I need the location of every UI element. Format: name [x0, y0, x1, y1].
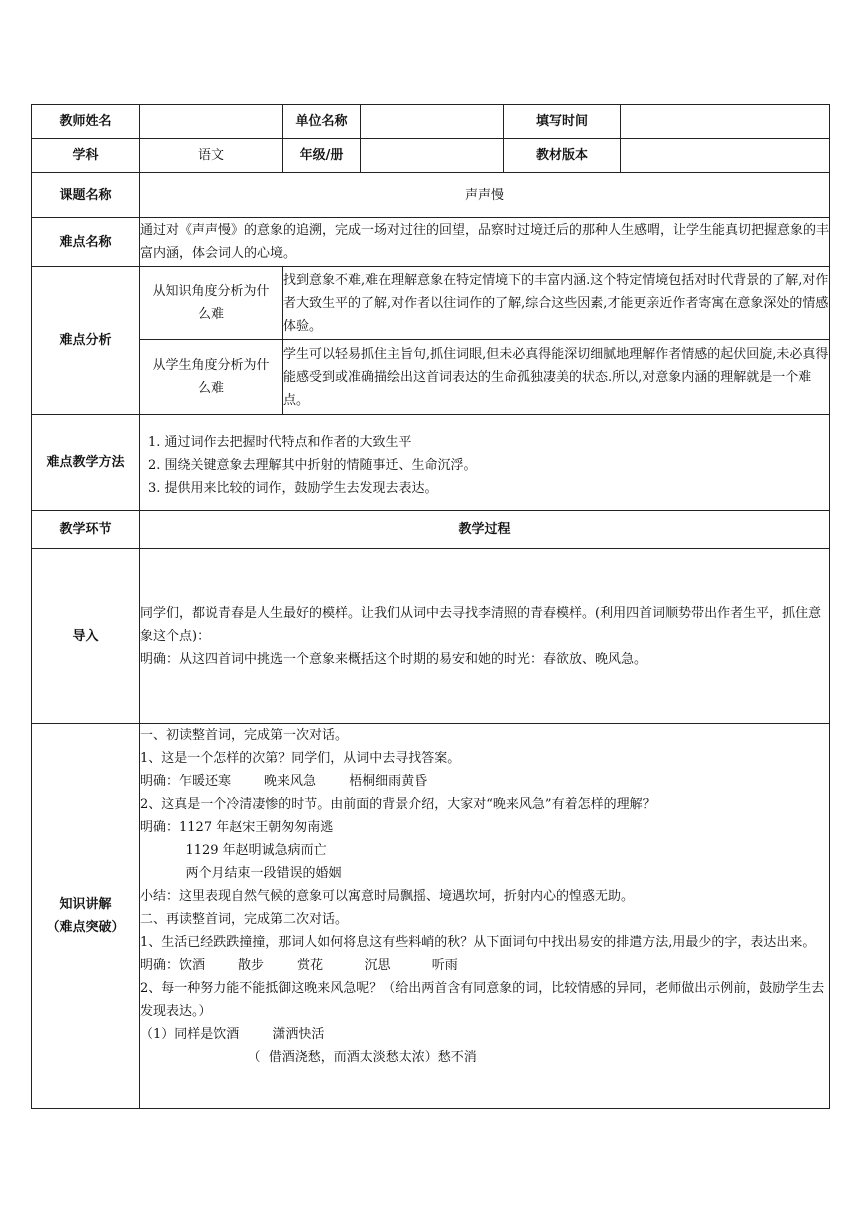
knowledge-content: [140, 724, 830, 1109]
difficulty-name-row: [32, 218, 830, 267]
knowledge-line: 明确：乍暖还寒 晚来风急 梧桐细雨黄昏: [140, 774, 428, 789]
intro-label: 导入: [32, 549, 140, 724]
knowledge-line: 明确：饮酒 散步 赏花 沉思 听雨: [140, 958, 458, 973]
subject-value: 语文: [140, 139, 283, 173]
knowledge-angle-label-text: 从知识角度分析为什么难: [152, 284, 270, 322]
difficulty-name-label: 难点名称: [32, 218, 140, 267]
teacher-name-label: 教师姓名: [32, 105, 140, 139]
method-item: 2. 围绕关键意象去理解其中折射的情随事迁、生命沉浮。: [148, 458, 477, 473]
knowledge-line: 一、初读整首词，完成第一次对话。: [140, 728, 349, 743]
unit-value: [361, 105, 504, 139]
knowledge-line: 1、这是一个怎样的次第？同学们，从词中去寻找答案。: [140, 751, 461, 766]
knowledge-line: 2、每一种努力能不能抵御这晚来风急呢？（给出两首含有同意象的词，比较情感的异同，老师做出示例前，鼓励学生去发现表达。）: [140, 981, 825, 1019]
fill-time-label: 填写时间: [504, 105, 621, 139]
knowledge-section-label: [32, 724, 140, 1109]
methods-list: [140, 415, 830, 511]
intro-answer: 明确：从这四首词中挑选一个意象来概括这个时期的易安和她的时光：春欲放、晚风急。: [140, 651, 648, 667]
lesson-title-label: 课题名称: [32, 173, 140, 218]
intro-text: 同学们，都说青春是人生最好的模样。让我们从词中去寻找李清照的青春模样。(利用四首词顺势带出作者生平，抓住意象这个点)：: [140, 605, 822, 644]
knowledge-line: 1、生活已经跌跌撞撞，那词人如何将息这有些料峭的秋？从下面词句中找出易安的排遣方法,用最少的字，表达出来。: [140, 935, 816, 950]
intro-content: [140, 549, 830, 724]
knowledge-angle-text: 找到意象不难,难在理解意象在特定情境下的丰富内涵.这个特定情境包括对时代背景的了解,对作者大致生平的了解,对作者以往词作的了解,综合这些因素,才能更亲近作者寄寓在意象深处的情感体验。: [283, 267, 830, 340]
teacher-name-value: [140, 105, 283, 139]
methods-row: [32, 415, 830, 511]
knowledge-row: [32, 724, 830, 1109]
student-angle-text: 学生可以轻易抓住主旨句,抓住词眼,但未必真得能深切细腻地理解作者情感的起伏回旋,未必真得能感受到或准确描绘出这首词表达的生命孤独凄美的状态.所以,对意象内涵的理解就是一个难点。: [283, 340, 830, 415]
method-item: 3. 提供用来比较的词作，鼓励学生去发现去表达。: [148, 481, 438, 496]
knowledge-line: （ 借酒浇愁，而酒太淡愁太浓）愁不消: [140, 1050, 477, 1065]
process-header-row: [32, 511, 830, 549]
student-angle-label: [140, 340, 283, 415]
header-row-2: [32, 139, 830, 173]
intro-row: [32, 549, 830, 724]
header-row-1: [32, 105, 830, 139]
knowledge-angle-label: [140, 267, 283, 340]
knowledge-line: 1129 年赵明诚急病而亡: [140, 843, 327, 858]
student-angle-label-text: 从学生角度分析为什么难: [152, 358, 270, 396]
fill-time-value: [621, 105, 830, 139]
process-label: 教学过程: [140, 511, 830, 549]
lesson-plan-table: [31, 104, 830, 1109]
subject-label: 学科: [32, 139, 140, 173]
textbook-value: [621, 139, 830, 173]
methods-label: 难点教学方法: [32, 415, 140, 511]
knowledge-line: 小结：这里表现自然气候的意象可以寓意时局飘摇、境遇坎坷，折射内心的惶惑无助。: [140, 889, 635, 904]
unit-label: 单位名称: [283, 105, 361, 139]
difficulty-analysis-label: 难点分析: [32, 267, 140, 415]
knowledge-line: （1）同样是饮酒 潇洒快活: [140, 1027, 325, 1042]
lesson-title-value: 声声慢: [140, 173, 830, 218]
analysis-row-student: [32, 340, 830, 415]
knowledge-line: 2、这真是一个冷清凄惨的时节。由前面的背景介绍，大家对“晚来风急”有着怎样的理解？: [140, 797, 656, 812]
method-item: 1. 通过词作去把握时代特点和作者的大致生平: [148, 435, 412, 450]
grade-label: 年级/册: [283, 139, 361, 173]
knowledge-line: 明确：1127 年赵宋王朝匆匆南逃: [140, 820, 334, 835]
knowledge-line: 两个月结束一段错误的婚姻: [140, 866, 342, 881]
lesson-title-row: [32, 173, 830, 218]
textbook-label: 教材版本: [504, 139, 621, 173]
difficulty-name-text: 通过对《声声慢》的意象的追溯，完成一场对过往的回望，品察时过境迁后的那种人生感喟，让学生能真切把握意象的丰富内涵，体会词人的心境。: [140, 218, 830, 267]
analysis-row-knowledge: [32, 267, 830, 340]
grade-value: [361, 139, 504, 173]
knowledge-line: 二、再读整首词，完成第二次对话。: [140, 912, 349, 927]
stage-label: 教学环节: [32, 511, 140, 549]
knowledge-label-line-1: 知识讲解: [59, 897, 112, 912]
knowledge-label-line-2: （难点突破）: [46, 920, 125, 935]
